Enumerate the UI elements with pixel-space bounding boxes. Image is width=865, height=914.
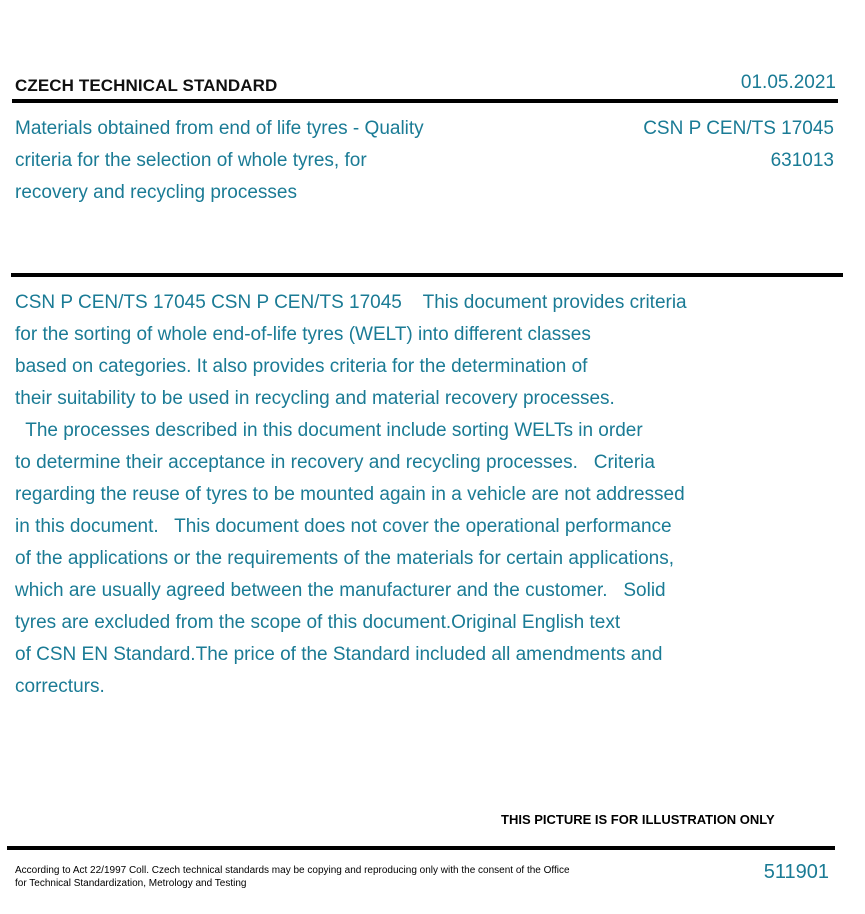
illustration-disclaimer: THIS PICTURE IS FOR ILLUSTRATION ONLY <box>501 812 775 827</box>
abstract-line: correcturs. <box>15 676 105 697</box>
footer-divider <box>7 846 835 850</box>
header-divider <box>12 99 838 103</box>
abstract-line: based on categories. It also provides criteria for the determination of <box>15 356 588 377</box>
abstract-line: for the sorting of whole end-of-life tyres (WELT) into different classes <box>15 324 591 345</box>
legal-line: According to Act 22/1997 Coll. Czech technical standards may be copying and reproducing only with the consent of the Office <box>15 865 570 876</box>
abstract-line: which are usually agreed between the manufacturer and the customer. Solid <box>15 580 666 601</box>
legal-line: for Technical Standardization, Metrology and Testing <box>15 878 247 889</box>
title-divider <box>11 273 843 277</box>
title-line: criteria for the selection of whole tyres, for <box>15 150 367 171</box>
abstract-line: CSN P CEN/TS 17045 CSN P CEN/TS 17045 This document provides criteria <box>15 292 687 313</box>
abstract-line: The processes described in this document include sorting WELTs in order <box>15 420 643 441</box>
standard-type-heading: CZECH TECHNICAL STANDARD <box>15 76 278 95</box>
standard-date: 01.05.2021 <box>740 72 836 93</box>
title-line: Materials obtained from end of life tyres - Quality <box>15 118 424 139</box>
legal-notice <box>15 864 595 890</box>
standard-identifiers <box>643 113 834 177</box>
abstract-line: of the applications or the requirements of the materials for certain applications, <box>15 548 675 569</box>
footer-code: 511901 <box>763 861 829 883</box>
standard-designation: CSN P CEN/TS 17045 <box>643 118 834 139</box>
abstract-line: tyres are excluded from the scope of this document.Original English text <box>15 612 621 633</box>
abstract-text <box>15 287 805 703</box>
abstract-line: in this document. This document does not cover the operational performance <box>15 516 672 537</box>
abstract-line: of CSN EN Standard.The price of the Standard included all amendments and <box>15 644 663 665</box>
classification-code: 631013 <box>770 150 834 171</box>
abstract-line: their suitability to be used in recycling and material recovery processes. <box>15 388 615 409</box>
abstract-line: regarding the reuse of tyres to be mounted again in a vehicle are not addressed <box>15 484 685 505</box>
standard-title <box>15 113 535 209</box>
title-line: recovery and recycling processes <box>15 182 297 203</box>
abstract-line: to determine their acceptance in recovery and recycling processes. Criteria <box>15 452 655 473</box>
